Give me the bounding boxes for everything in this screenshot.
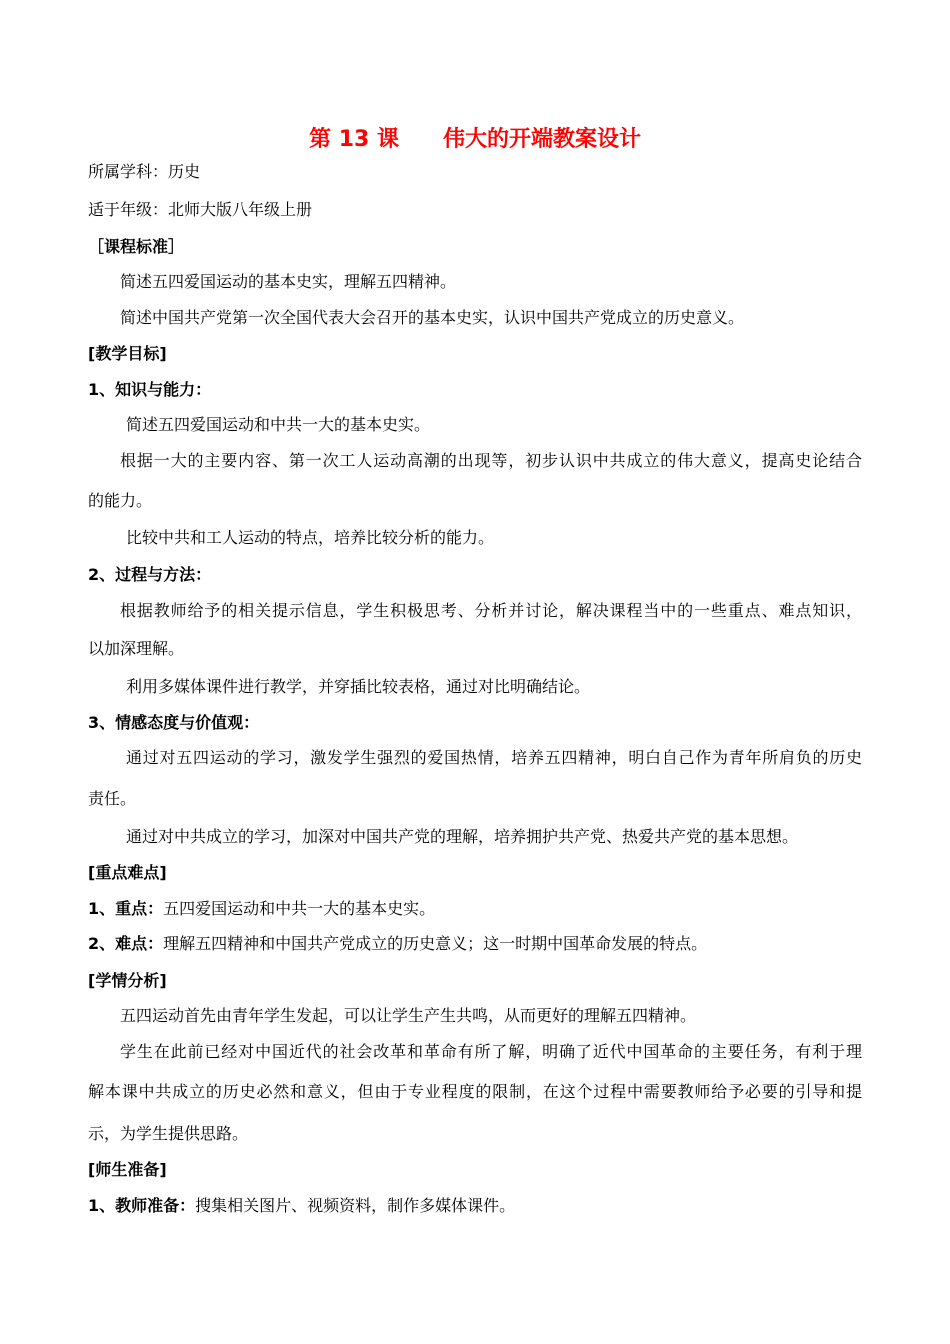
attitude-paragraph: 责任。 xyxy=(88,789,137,808)
process-paragraph: 根据教师给予的相关提示信息，学生积极思考、分析并讨论，解决课程当中的一些重点、难点知识， xyxy=(120,601,862,620)
teacher-prep-label: 1、教师准备： xyxy=(88,1196,196,1215)
key-point-line xyxy=(88,898,435,920)
knowledge-paragraph: 根据一大的主要内容、第一次工人运动高潮的出现等，初步认识中共成立的伟大意义，提高史论结合 xyxy=(120,451,862,470)
analysis-paragraph: 五四运动首先由青年学生发起，可以让学生产生共鸣，从而更好的理解五四精神。 xyxy=(120,1006,697,1025)
subheading-process: 2、过程与方法： xyxy=(88,565,212,584)
attitude-paragraph: 通过对中共成立的学习，加深对中国共产党的理解，培养拥护共产党、热爱共产党的基本思想。 xyxy=(126,827,799,846)
process-paragraph: 利用多媒体课件进行教学，并穿插比较表格，通过对比明确结论。 xyxy=(126,677,591,696)
teacher-prep-line xyxy=(88,1195,515,1217)
subheading-knowledge: 1、知识与能力： xyxy=(88,380,212,399)
page-title: 第 13 课 伟大的开端教案设计 xyxy=(309,127,641,152)
section-heading-goals: [教学目标] xyxy=(88,344,167,363)
standard-paragraph: 简述中国共产党第一次全国代表大会召开的基本史实，认识中国共产党成立的历史意义。 xyxy=(120,308,745,327)
knowledge-paragraph: 比较中共和工人运动的特点，培养比较分析的能力。 xyxy=(126,528,495,547)
section-heading-standard: ［课程标准］ xyxy=(88,237,185,256)
section-heading-prep: [师生准备] xyxy=(88,1160,167,1179)
process-paragraph: 以加深理解。 xyxy=(88,639,185,658)
key-point-text: 五四爱国运动和中共一大的基本史实。 xyxy=(163,899,436,918)
analysis-paragraph: 解本课中共成立的历史必然和意义，但由于专业程度的限制，在这个过程中需要教师给予必要的引导和提 xyxy=(88,1082,862,1101)
key-point-label: 1、重点： xyxy=(88,899,164,918)
analysis-paragraph: 学生在此前已经对中国近代的社会改革和革命有所了解，明确了近代中国革命的主要任务，有利于理 xyxy=(120,1042,862,1061)
knowledge-paragraph: 的能力。 xyxy=(88,491,153,510)
attitude-paragraph: 通过对五四运动的学习，激发学生强烈的爱国热情，培养五四精神，明白自己作为青年所肩负的历史 xyxy=(126,748,862,767)
subheading-attitude: 3、情感态度与价值观： xyxy=(88,713,260,732)
difficulty-line xyxy=(88,933,707,955)
subject-line: 所属学科：历史 xyxy=(88,162,201,181)
teacher-prep-text: 搜集相关图片、视频资料，制作多媒体课件。 xyxy=(195,1196,516,1215)
difficulty-text: 理解五四精神和中国共产党成立的历史意义；这一时期中国革命发展的特点。 xyxy=(163,934,708,953)
difficulty-label: 2、难点： xyxy=(88,934,164,953)
section-heading-analysis: [学情分析] xyxy=(88,971,167,990)
standard-paragraph: 简述五四爱国运动的基本史实，理解五四精神。 xyxy=(120,272,457,291)
analysis-paragraph: 示，为学生提供思路。 xyxy=(88,1124,249,1143)
section-heading-key: [重点难点] xyxy=(88,863,167,882)
grade-line: 适于年级：北师大版八年级上册 xyxy=(88,200,313,219)
knowledge-paragraph: 简述五四爱国运动和中共一大的基本史实。 xyxy=(126,415,431,434)
